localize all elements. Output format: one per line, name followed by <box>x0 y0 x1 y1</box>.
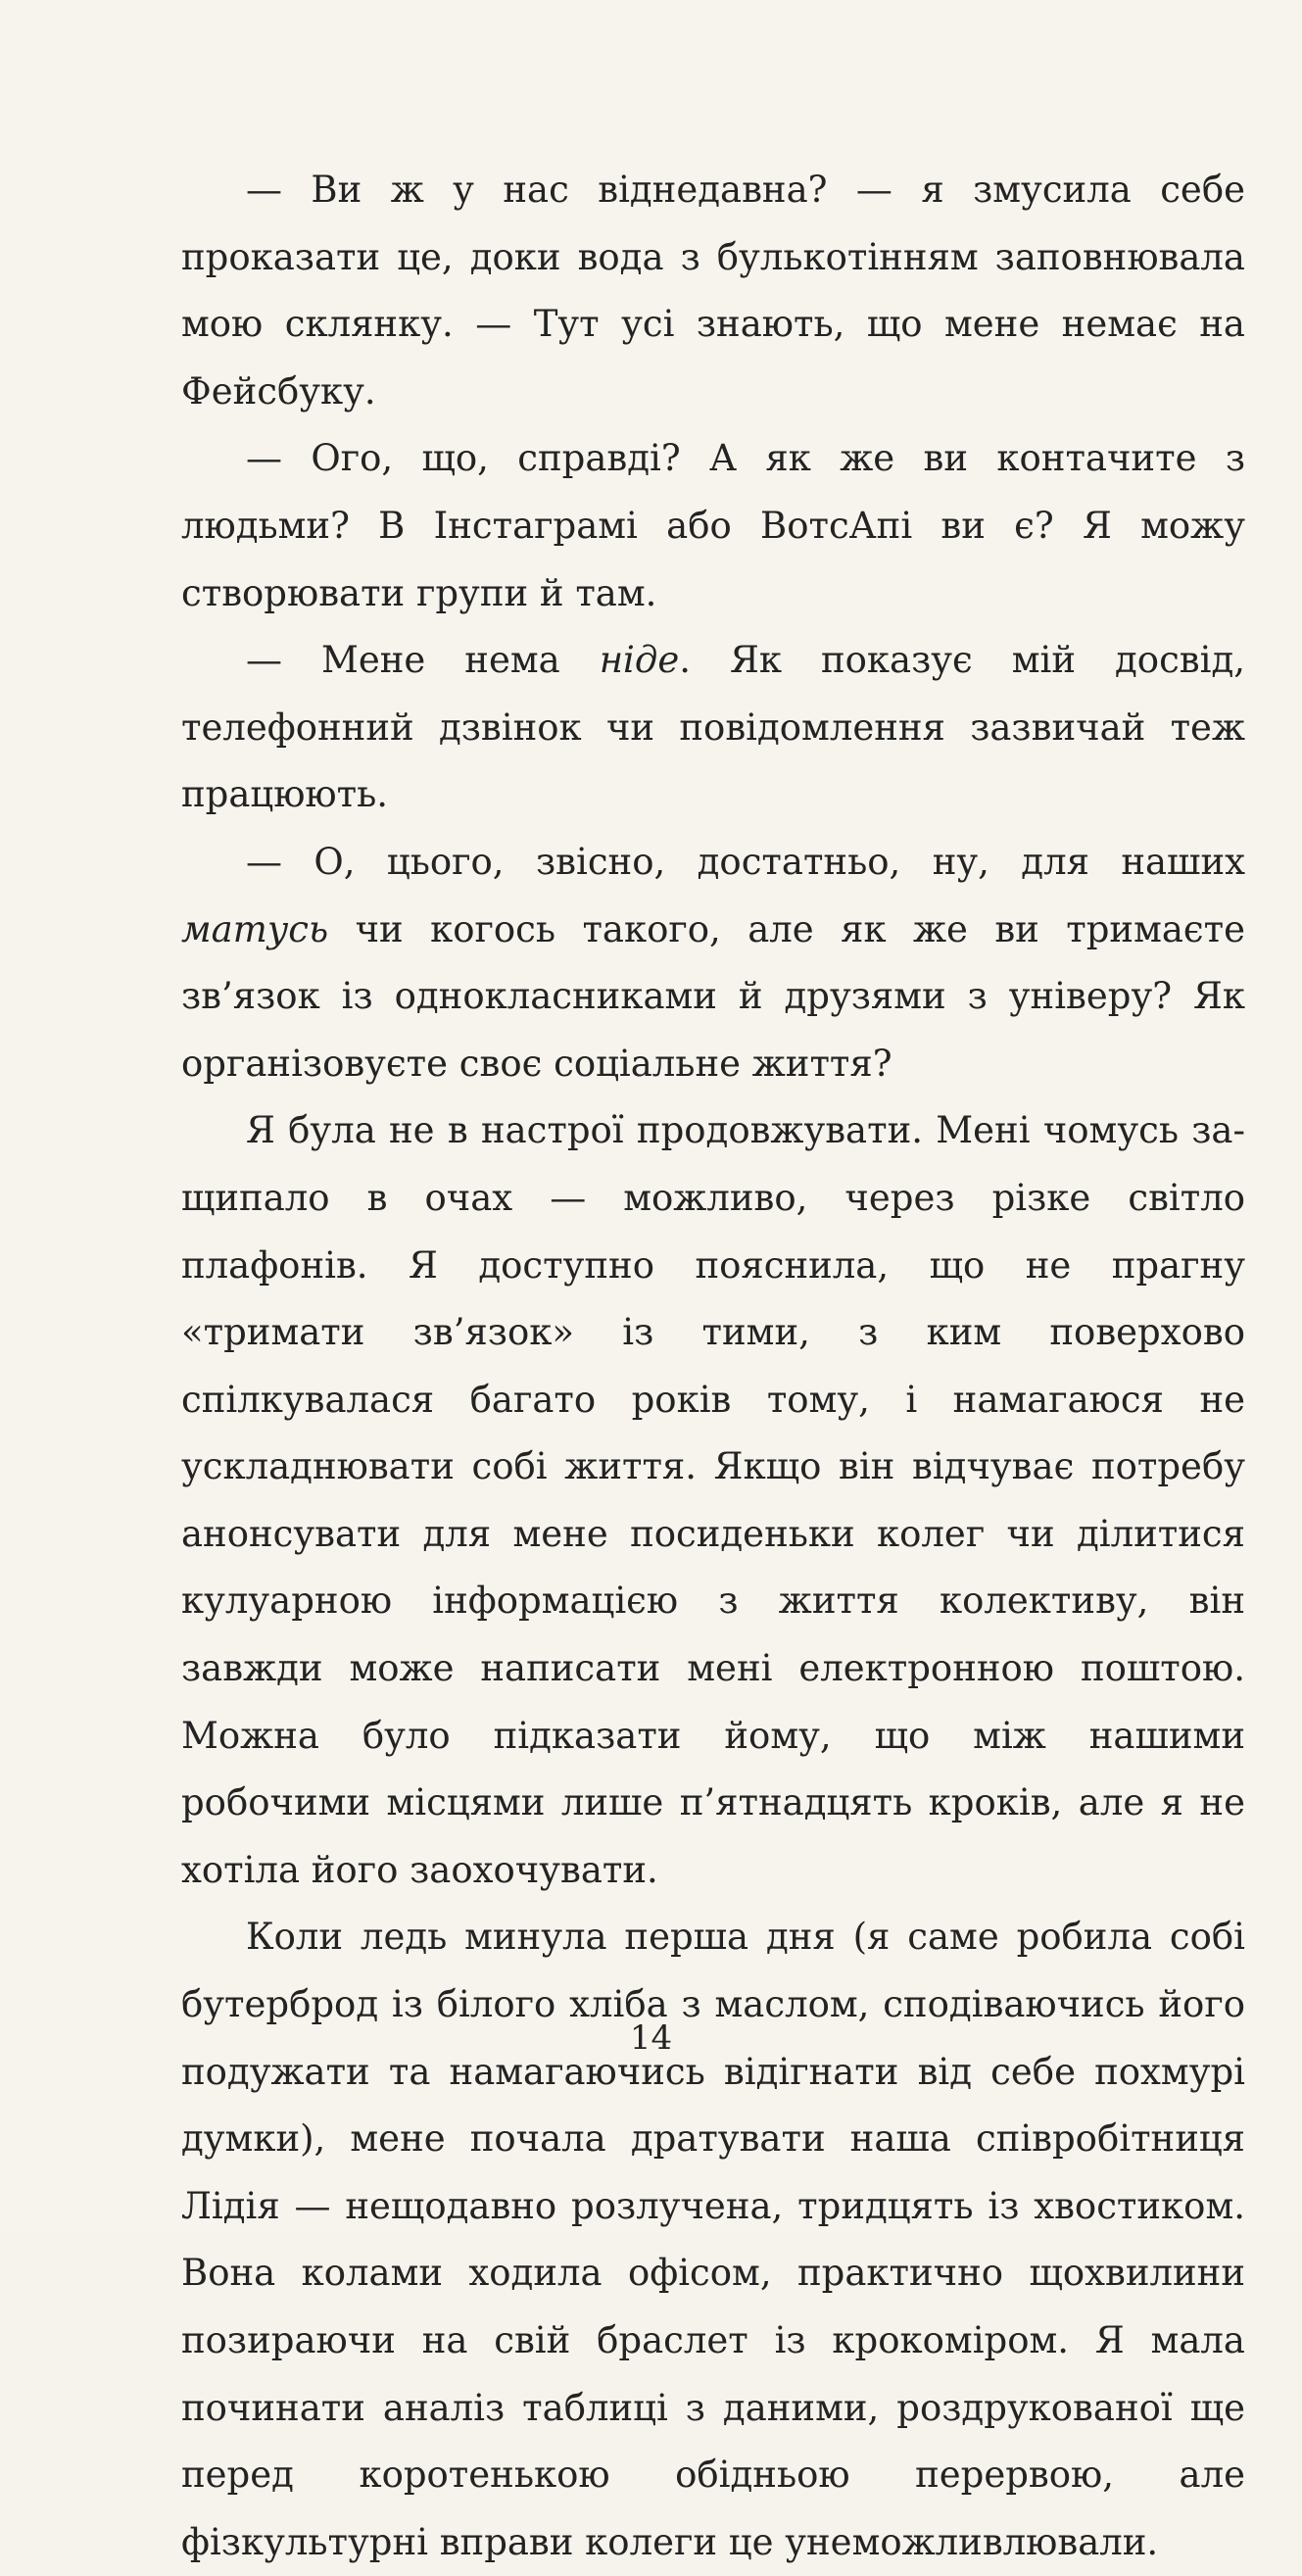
text-run: — Ви ж у нас віднедавна? — я змусила себе проказати це, доки вода з булькотінням заповнювала мою склянку. — Тут усі знають, що мене немає на Фейсбуку. <box>181 169 1245 413</box>
text-run: Коли ледь минула перша дня (я саме робила собі бутерброд із білого хліба з маслом, сподіваючись його подужати та намагаючись відігнати від себе похмурі думки), мене почала дратувати наша співробітниця Лідія — нещодавно розлучена, тридцять із хвостиком. Вона колами ходила офісом, практично щохвилини позираючи на свій браслет із крокоміром. Я мала починати аналіз таблиці з даними, роздрукованої ще перед коротенькою обідньою перервою, але фізкультурні вправи колеги це унеможливлювали. <box>181 1916 1245 2563</box>
paragraph <box>181 829 1245 1097</box>
text-run: Я була не в настрої продовжувати. Мені чомусь защипало в очах — можливо, через різке світло плафонів. Я доступно пояснила, що не прагну «тримати зв’язок» із тими, з ким поверхово спілкувалася багато років тому, і намагаюся не ускладнювати собі життя. Якщо він відчуває потребу анонсувати для мене посиденьки колег чи ділитися кулуарною інформацією з життя колективу, він завжди може написати мені електронною поштою. Можна було підказати йому, що між нашими робочими місцями лише п’ятнадцять кроків, але я не хотіла його заохочувати. <box>181 1109 1245 1891</box>
text-run: — Мене нема <box>246 639 600 682</box>
paragraph <box>181 627 1245 829</box>
paragraph <box>181 425 1245 627</box>
body-text <box>181 157 1245 2576</box>
text-run: — О, цього, звісно, достатньо, ну, для наших <box>246 840 1245 883</box>
paragraph <box>181 157 1245 425</box>
page-number: 14 <box>629 2018 673 2058</box>
text-run: . Як показує мій досвід, телефонний дзвінок чи повідомлення зазвичай теж працюють. <box>181 639 1245 816</box>
text-run: чи когось такого, але як же ви тримаєте зв’язок із однокласниками й друзями з універу? Як організовуєте своє соціальне життя? <box>181 907 1245 1085</box>
paragraph <box>181 1097 1245 1904</box>
text-run: — Ого, що, справді? А як же ви контачите з людьми? В Інстаграмі або ВотсАпі ви є? Я можу створювати групи й там. <box>181 437 1245 614</box>
italic-text-run: матусь <box>181 907 329 950</box>
paragraph <box>181 1904 1245 2576</box>
italic-text-run: ніде <box>599 639 680 682</box>
